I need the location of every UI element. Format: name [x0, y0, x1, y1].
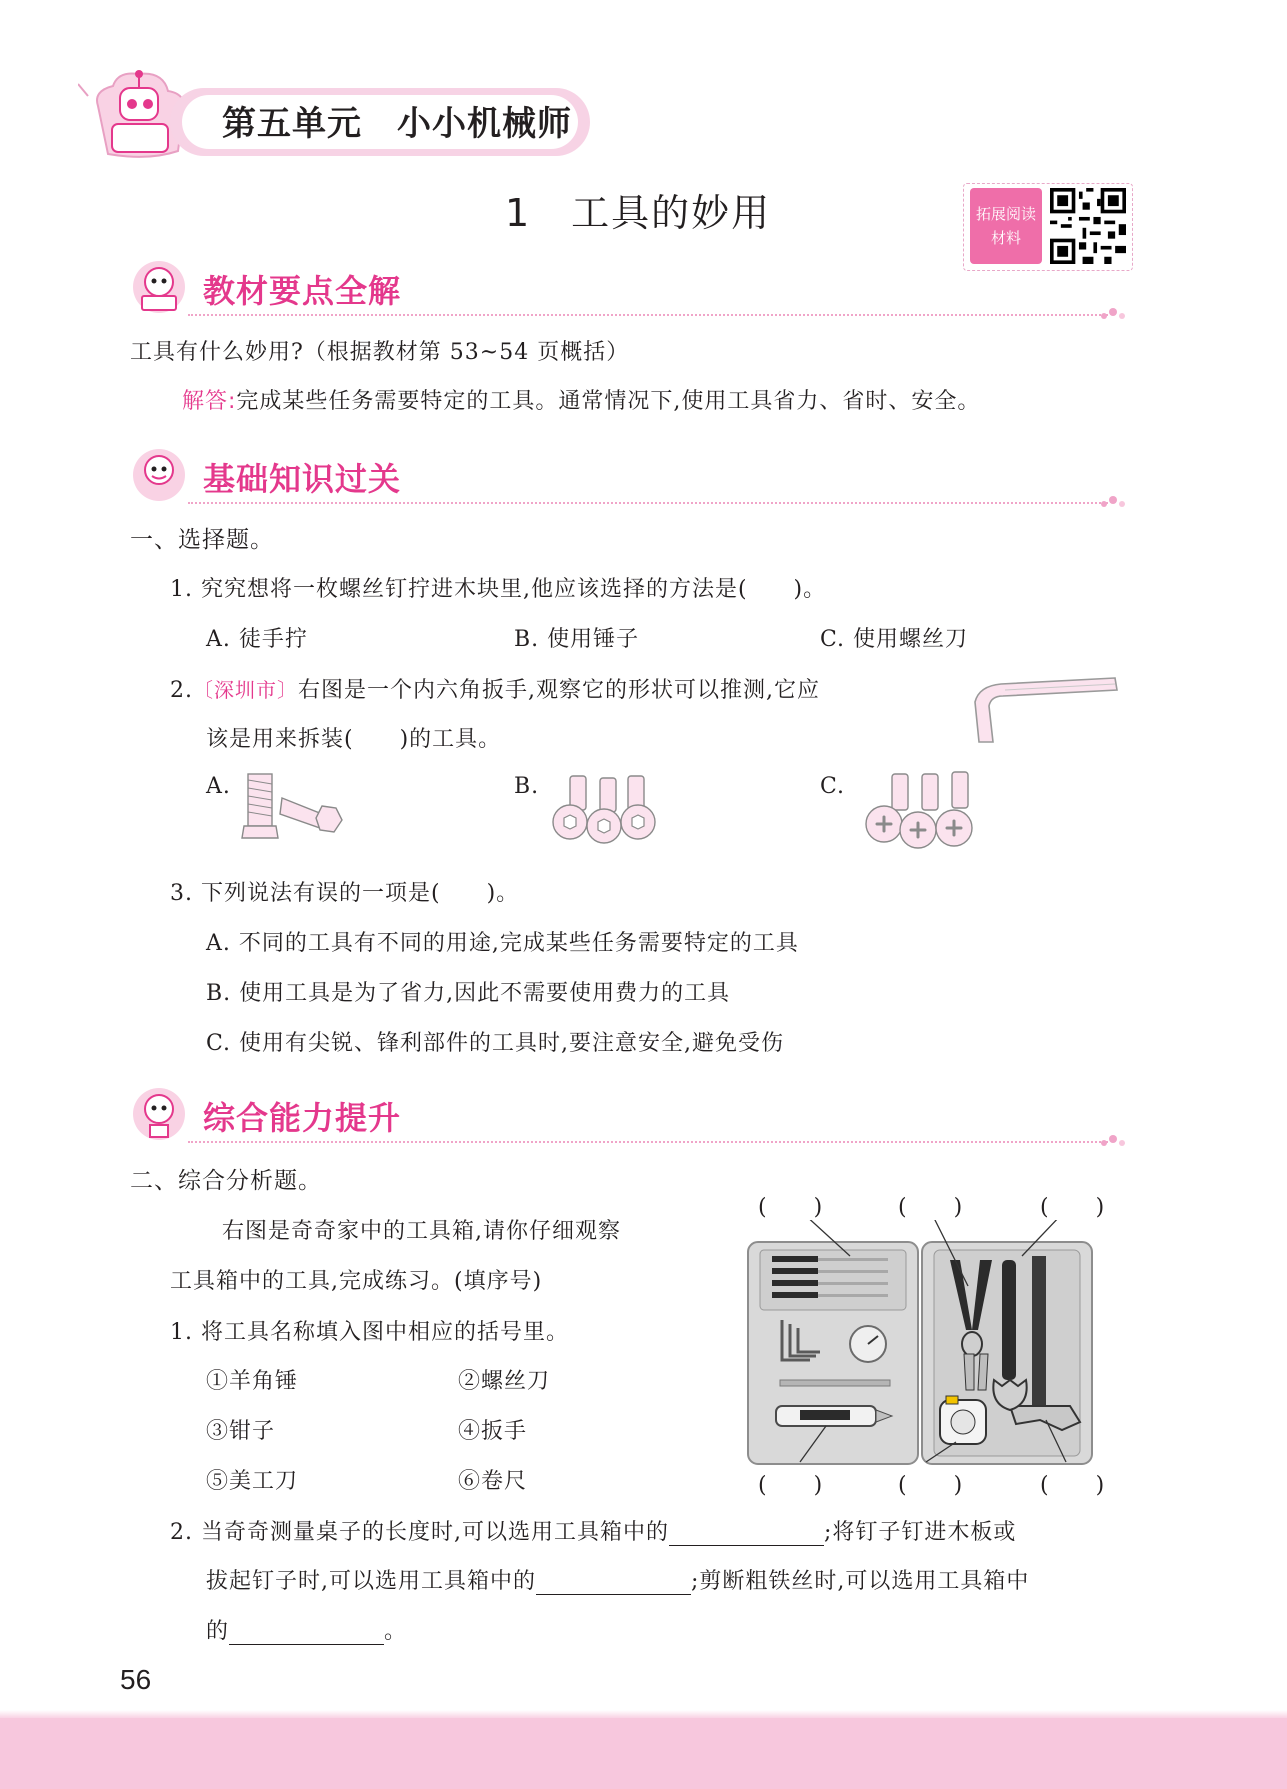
q2-stem-line2: 该是用来拆装( )的工具。: [206, 727, 502, 752]
q3-option-a[interactable]: A. 不同的工具有不同的用途,完成某些任务需要特定的工具: [206, 931, 799, 956]
q2-stem-text1: 右图是一个内六角扳手,观察它的形状可以推测,它应: [298, 678, 820, 703]
section-heading-key-points: [128, 258, 1128, 322]
q1-stem: 1. 究究想将一枚螺丝钉拧进木块里,他应该选择的方法是( )。: [170, 577, 827, 602]
lesson-title: 1 工具的妙用: [505, 191, 772, 235]
phillips-screws-icon: [858, 770, 984, 852]
tool-option-1: ①羊角锤: [206, 1369, 299, 1394]
toolbox-blank-top-middle[interactable]: ( ): [898, 1195, 964, 1220]
section-title: 教材要点全解: [203, 272, 402, 310]
q2-line1-text-a: 2. 当奇奇测量桌子的长度时,可以选用工具箱中的: [170, 1520, 669, 1545]
utility-knife-icon: [776, 1406, 892, 1426]
s3-q2-line1: [170, 1515, 1016, 1546]
q1-option-b[interactable]: B. 使用锤子: [514, 627, 640, 652]
trophy-mascot-icon: [128, 1085, 190, 1143]
q2-line3-text-b: 。: [384, 1619, 408, 1644]
tool-option-4: ④扳手: [458, 1419, 528, 1444]
answer-blank-1[interactable]: [669, 1523, 824, 1546]
toolbox-illustration: [740, 1220, 1100, 1470]
q1-option-a[interactable]: A. 徒手拧: [206, 627, 308, 652]
footer-band: [0, 1718, 1287, 1789]
toolbox-blank-top-left[interactable]: ( ): [758, 1195, 824, 1220]
extension-label-line1: 拓展阅读: [975, 205, 1036, 223]
decorative-dots-icon: [1098, 302, 1128, 322]
toolbox-blank-bottom-right[interactable]: ( ): [1040, 1473, 1106, 1498]
q2-line2-text-b: ;剪断粗铁丝时,可以选用工具箱中: [691, 1569, 1030, 1594]
part-two-title: 二、综合分析题。: [130, 1168, 322, 1194]
section-title: 基础知识过关: [203, 460, 402, 498]
tool-option-5: ⑤美工刀: [206, 1469, 299, 1494]
tool-option-6: ⑥卷尺: [458, 1469, 528, 1494]
q2-option-b[interactable]: B.: [514, 774, 540, 799]
tool-option-2: ②螺丝刀: [458, 1369, 551, 1394]
q3-stem: 3. 下列说法有误的一项是( )。: [170, 881, 520, 906]
region-tag: 〔深圳市〕: [193, 678, 298, 702]
tool-option-3: ③钳子: [206, 1419, 276, 1444]
decorative-dots-icon: [1098, 490, 1128, 510]
answer-label: 解答:: [182, 389, 237, 414]
key-answer: [182, 384, 980, 415]
section-heading-comprehensive: [128, 1085, 1128, 1149]
tape-measure-icon: [940, 1396, 986, 1444]
q3-option-c[interactable]: C. 使用有尖锐、锋利部件的工具时,要注意安全,避免受伤: [206, 1031, 785, 1056]
answer-blank-2[interactable]: [536, 1572, 691, 1595]
toolbox-blank-bottom-left[interactable]: ( ): [758, 1473, 824, 1498]
intro-line1: 右图是奇奇家中的工具箱,请你仔细观察: [222, 1219, 621, 1244]
toolbox-blank-bottom-middle[interactable]: ( ): [898, 1473, 964, 1498]
dotted-divider: [188, 502, 1108, 504]
s3-q2-line3: [206, 1614, 407, 1645]
q2-line2-text-a: 拔起钉子时,可以选用工具箱中的: [206, 1569, 536, 1594]
qr-code-icon[interactable]: [1050, 188, 1126, 264]
s3-q1-stem: 1. 将工具名称填入图中相应的括号里。: [170, 1320, 569, 1345]
dotted-divider: [188, 1141, 1108, 1143]
answer-blank-3[interactable]: [229, 1622, 384, 1645]
q3-option-b[interactable]: B. 使用工具是为了省力,因此不需要使用费力的工具: [206, 981, 731, 1006]
q1-option-c[interactable]: C. 使用螺丝刀: [820, 627, 969, 652]
unit-title: 第五单元 小小机械师: [222, 104, 572, 144]
extension-reading-label[interactable]: [970, 188, 1042, 264]
part-one-title: 一、选择题。: [130, 527, 274, 553]
toolbox-blank-top-right[interactable]: ( ): [1040, 1195, 1106, 1220]
q2-option-c[interactable]: C.: [820, 774, 846, 799]
q2-line3-text-a: 的: [206, 1619, 230, 1644]
key-question: 工具有什么妙用?（根据教材第 53~54 页概括）: [130, 340, 630, 365]
section-heading-basic-knowledge: [128, 446, 1128, 510]
q2-line1-text-b: ;将钉子钉进木板或: [823, 1520, 1017, 1545]
hex-key-wrench-icon: [965, 672, 1125, 748]
q2-number: 2.: [170, 678, 193, 703]
hex-bolt-icon: [240, 770, 346, 842]
q2-option-a[interactable]: A.: [206, 774, 231, 799]
extension-label-line2: 材料: [990, 229, 1021, 247]
s3-q2-line2: [206, 1564, 1029, 1595]
q2-stem-line1: [170, 673, 820, 704]
book-mascot-icon: [128, 258, 190, 316]
decorative-dots-icon: [1098, 1129, 1128, 1149]
section-title: 综合能力提升: [203, 1099, 402, 1137]
intro-line2: 工具箱中的工具,完成练习。(填序号): [170, 1269, 543, 1294]
page-number: 56: [120, 1664, 152, 1695]
answer-text: 完成某些任务需要特定的工具。通常情况下,使用工具省力、省时、安全。: [236, 389, 981, 414]
hex-socket-screws-icon: [548, 770, 668, 846]
pencil-mascot-icon: [128, 446, 190, 504]
dotted-divider: [188, 314, 1108, 316]
